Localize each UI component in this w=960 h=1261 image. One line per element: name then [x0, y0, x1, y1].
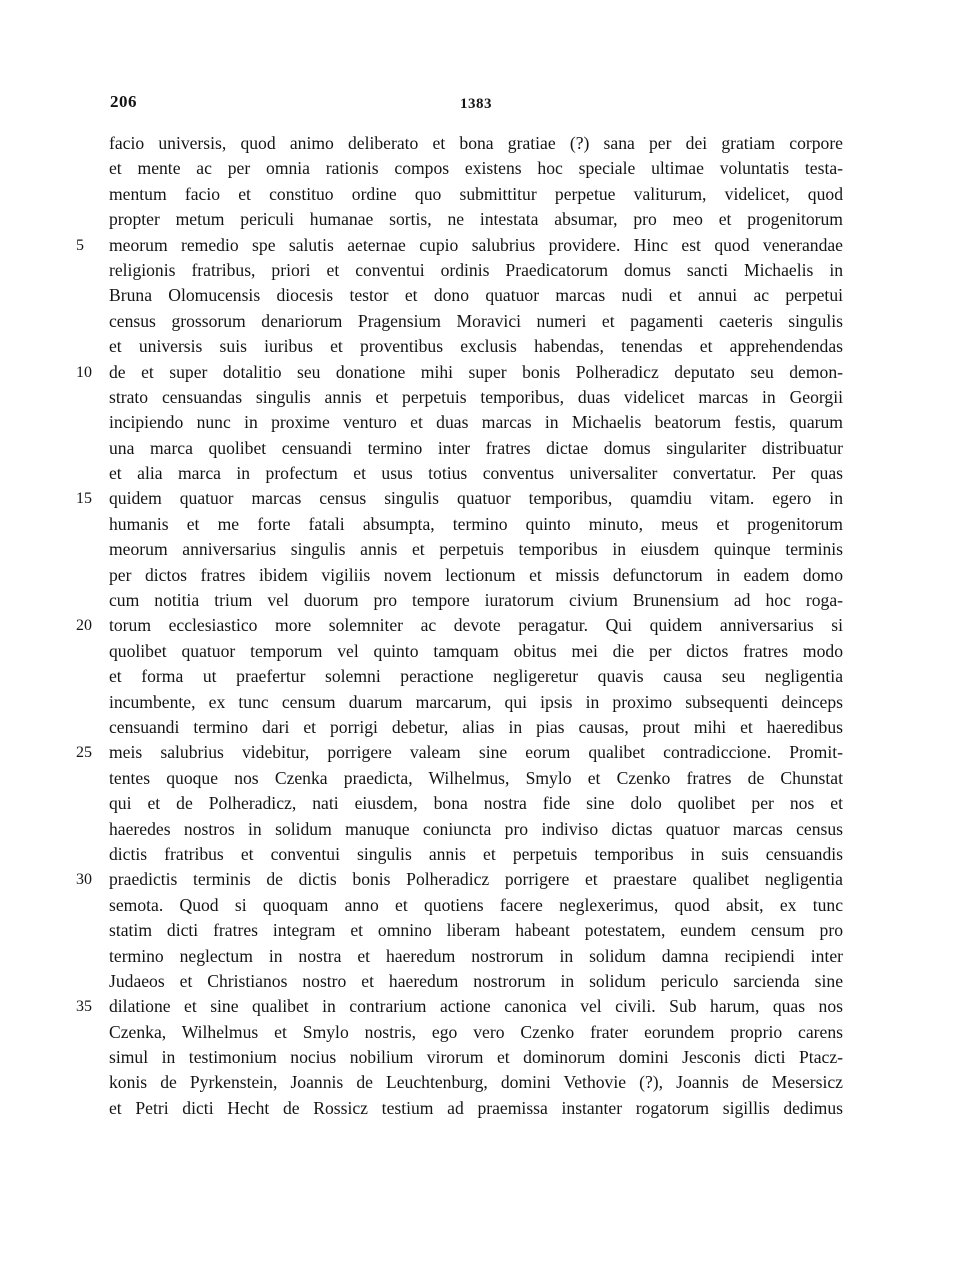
line-text: praedictis terminis de dictis bonis Polheradicz porrigere et praestare qualibet negligentia [109, 869, 843, 890]
running-head-year: 1383 [460, 96, 492, 112]
line-text: census grossorum denariorum Pragensium Moravici numeri et pagamenti caeteris singulis [109, 310, 843, 331]
line-text: meis salubrius videbitur, porrigere valeam sine eorum qualibet contradiccione. Promit- [109, 742, 843, 763]
text-line [109, 537, 843, 562]
text-line [109, 690, 843, 715]
text-line [76, 486, 843, 511]
text-line [109, 588, 843, 613]
text-line [109, 563, 843, 588]
line-text: Bruna Olomucensis diocesis testor et dono quatuor marcas nudi et annui ac perpetui [109, 285, 843, 306]
line-text: Czenka, Wilhelmus et Smylo nostris, ego vero Czenko frater eorundem proprio carens [109, 1021, 843, 1042]
page-number: 206 [110, 92, 137, 111]
text-line [109, 410, 843, 435]
line-number: 15 [76, 490, 92, 508]
text-line [109, 715, 843, 740]
line-text: facio universis, quod animo deliberato et bona gratiae (?) sana per dei gratiam corpore [109, 133, 843, 153]
text-line [109, 842, 843, 867]
line-text: semota. Quod si quoquam anno et quotiens facere neglexerimus, quod absit, ex tunc [109, 894, 843, 915]
line-text: una marca quolibet censuandi termino inter fratres dictae domus singulariter distribuatur [109, 437, 843, 458]
text-line [109, 461, 843, 486]
text-line [109, 1070, 843, 1095]
text-line [109, 156, 843, 181]
line-text: meorum anniversarius singulis annis et perpetuis temporibus in eiusdem quinque terminis [109, 539, 843, 560]
text-line [76, 740, 843, 765]
text-line [109, 512, 843, 537]
charter-text [76, 131, 843, 1121]
text-line [109, 334, 843, 359]
line-text: et mente ac per omnia rationis compos existens hoc speciale ultimae voluntatis testa- [109, 158, 843, 179]
line-text: et Petri dicti Hecht de Rossicz testium ad praemissa instanter rogatorum sigillis dedimus [109, 1097, 843, 1118]
line-text: tentes quoque nos Czenka praedicta, Wilhelmus, Smylo et Czenko fratres de Chunstat [109, 767, 843, 788]
line-text: quidem quatuor marcas census singulis quatuor temporibus, quamdiu vitam. egero in [109, 488, 843, 509]
line-text: meorum remedio spe salutis aeternae cupio salubrius providere. Hinc est quod venerandae [109, 234, 843, 255]
line-text: religionis fratribus, priori et conventui ordinis Praedicatorum domus sancti Michaelis in [109, 259, 843, 280]
line-text: statim dicti fratres integram et omnino liberam habeant potestatem, eundem censum pro [109, 920, 843, 941]
text-line [109, 664, 843, 689]
text-line [109, 385, 843, 410]
page-header [110, 92, 845, 118]
line-number: 5 [76, 236, 84, 254]
line-text: cum notitia trium vel duorum pro tempore iuratorum civium Brunensium ad hoc roga- [109, 590, 843, 611]
line-text: konis de Pyrkenstein, Joannis de Leuchtenburg, domini Vethovie (?), Joannis de Mesersicz [109, 1072, 843, 1093]
line-text: de et super dotalitio seu donatione mihi super bonis Polheradicz deputato seu demon- [109, 361, 843, 382]
text-line [109, 131, 843, 156]
text-line [109, 1045, 843, 1070]
text-line [109, 969, 843, 994]
text-line [76, 994, 843, 1019]
line-text: strato censuandas singulis annis et perpetuis temporibus, duas videlicet marcas in Georgii [109, 386, 843, 407]
text-line [109, 639, 843, 664]
line-text: incumbente, ex tunc censum duarum marcarum, qui ipsis in proximo subsequenti deinceps [109, 691, 843, 712]
text-line [76, 360, 843, 385]
text-line [109, 207, 843, 232]
line-text: et alia marca in profectum et usus totius conventus universaliter convertatur. Per quas [109, 463, 843, 484]
text-line [76, 613, 843, 638]
text-line [109, 944, 843, 969]
line-text: dictis fratribus et conventui singulis annis et perpetuis temporibus in suis censuandis [109, 843, 843, 864]
text-line [109, 258, 843, 283]
text-line [76, 867, 843, 892]
text-line [109, 182, 843, 207]
text-line [109, 791, 843, 816]
line-text: qui et de Polheradicz, nati eiusdem, bona nostra fide sine dolo quolibet per nos et [109, 793, 843, 814]
line-number: 25 [76, 744, 92, 762]
line-number: 30 [76, 871, 92, 889]
text-line [109, 817, 843, 842]
line-text: propter metum periculi humanae sortis, ne intestata absumar, pro meo et progenitorum [109, 209, 843, 230]
line-text: censuandi termino dari et porrigi debetur, alias in pias causas, prout mihi et haeredibus [109, 716, 843, 737]
text-line [109, 309, 843, 334]
text-line [109, 436, 843, 461]
line-text: quolibet quatuor temporum vel quinto tamquam obitus mei die per dictos fratres modo [109, 640, 843, 661]
line-text: incipiendo nunc in proxime venturo et duas marcas in Michaelis beatorum festis, quarum [109, 412, 843, 433]
line-text: dilatione et sine qualibet in contrarium actione canonica vel civili. Sub harum, quas nos [109, 996, 843, 1017]
line-text: per dictos fratres ibidem vigiliis novem lectionum et missis defunctorum in eadem domo [109, 564, 843, 585]
line-text: torum ecclesiastico more solemniter ac devote peragatur. Qui quidem anniversarius si [109, 615, 843, 636]
text-line [109, 893, 843, 918]
line-text: haeredes nostros in solidum manuque coniuncta pro indiviso dictas quatuor marcas census [109, 818, 843, 839]
text-line [76, 233, 843, 258]
line-number: 35 [76, 998, 92, 1016]
line-number: 10 [76, 363, 92, 381]
text-line [109, 766, 843, 791]
line-text: simul in testimonium nocius nobilium virorum et dominorum domini Jesconis dicti Ptacz- [109, 1047, 843, 1068]
text-line [109, 1020, 843, 1045]
line-text: et forma ut praefertur solemni peractione negligeretur quavis causa seu negligentia [109, 666, 843, 687]
line-text: mentum facio et constituo ordine quo submittitur perpetue valiturum, videlicet, quod [109, 183, 843, 204]
line-text: et universis suis iuribus et proventibus exclusis habendas, tenendas et apprehendendas [109, 336, 843, 357]
line-text: termino neglectum in nostra et haeredum nostrorum in solidum damna recipiendi inter [109, 945, 843, 966]
text-line [109, 1096, 843, 1121]
line-text: Judaeos et Christianos nostro et haeredum nostrorum in solidum periculo sarcienda sine [109, 970, 843, 991]
text-line [109, 918, 843, 943]
text-line [109, 283, 843, 308]
line-text: humanis et me forte fatali absumpta, termino quinto minuto, meus et progenitorum [109, 513, 843, 534]
line-number: 20 [76, 617, 92, 635]
